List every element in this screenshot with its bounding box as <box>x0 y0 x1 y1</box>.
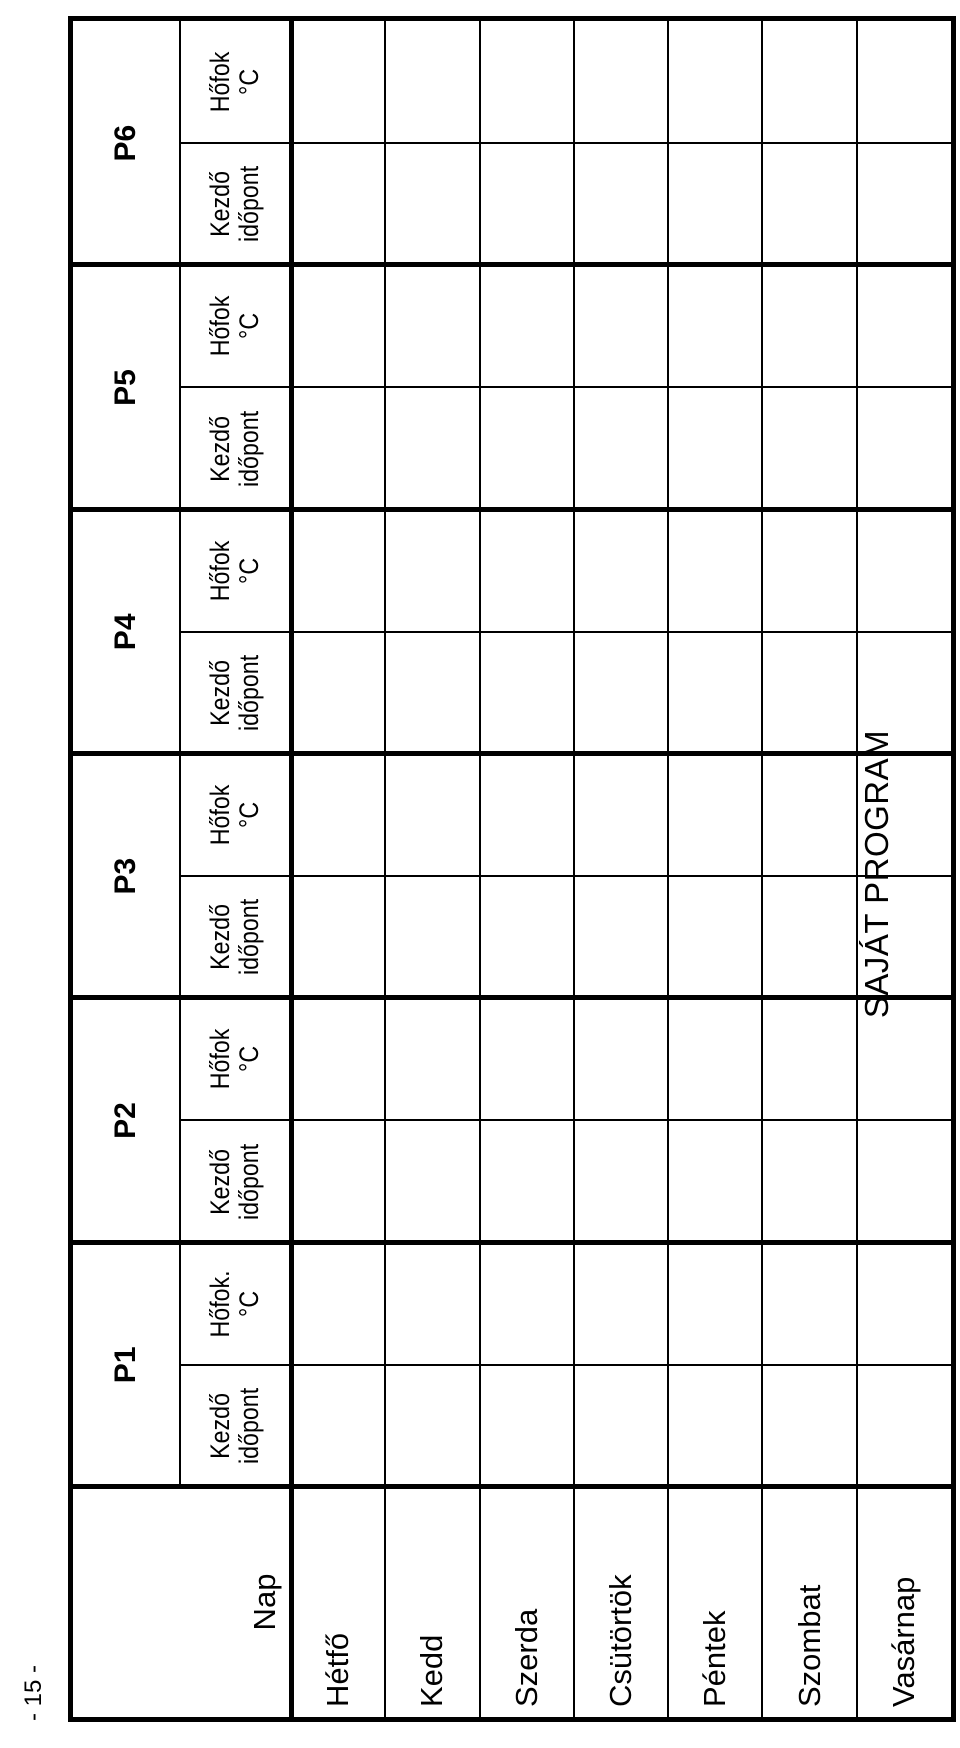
temperature-header-p1-text: Hőfok. °C <box>204 1270 264 1338</box>
table-rule <box>761 21 763 1717</box>
table-rule <box>73 995 951 1000</box>
temperature-header-p6 <box>179 30 291 135</box>
day-row-label-text: Szombat <box>791 1584 827 1707</box>
start-time-header-p1 <box>179 1373 291 1478</box>
temperature-header-p3-text: Hőfok °C <box>204 784 264 846</box>
temperature-header-p5-text: Hőfok °C <box>204 296 264 357</box>
program-header-p1 <box>73 1243 179 1487</box>
corner-label-nap-text: Nap <box>247 1573 282 1631</box>
table-rule <box>179 875 951 877</box>
start-time-header-p5-text: Kezdő időpont <box>204 410 264 487</box>
table-rule <box>73 507 951 512</box>
temperature-header-p2 <box>179 1007 291 1112</box>
start-time-header-p1-text: Kezdő időpont <box>204 1387 264 1465</box>
day-row-label-text: Vasárnap <box>885 1576 921 1707</box>
table-rule <box>573 21 575 1717</box>
temperature-header-p3 <box>179 763 291 868</box>
table-rule <box>73 751 951 756</box>
program-header-p6 <box>73 21 179 265</box>
table-rule <box>73 1484 951 1489</box>
temperature-header-p2-text: Hőfok °C <box>204 1029 264 1090</box>
temperature-header-p5 <box>179 274 291 379</box>
temperature-header-p4-text: Hőfok °C <box>204 540 264 602</box>
table-rule <box>179 1364 951 1366</box>
day-row-label <box>385 1487 479 1717</box>
program-header-p2-text: P2 <box>109 1102 142 1139</box>
program-header-p1-text: P1 <box>109 1346 142 1384</box>
table-rule <box>179 631 951 633</box>
program-header-p6-text: P6 <box>109 124 142 162</box>
temperature-header-p1 <box>179 1251 291 1356</box>
table-rule <box>73 1240 951 1245</box>
day-row-label <box>668 1487 762 1717</box>
day-row-label <box>291 1487 385 1717</box>
program-header-p5-text: P5 <box>109 369 142 406</box>
temperature-header-p4 <box>179 518 291 623</box>
table-rule <box>667 21 669 1717</box>
day-row-label-text: Szerda <box>508 1608 544 1707</box>
page-number: - 15 - <box>20 1665 47 1722</box>
program-header-p4-text: P4 <box>109 613 142 651</box>
page-title: SAJÁT PROGRAM <box>858 729 895 1019</box>
day-row-label <box>574 1487 668 1717</box>
start-time-header-p3-text: Kezdő időpont <box>204 899 264 976</box>
program-table <box>68 16 956 1722</box>
temperature-header-p6-text: Hőfok °C <box>204 51 264 113</box>
program-header-p3-text: P3 <box>109 857 142 895</box>
start-time-header-p6-text: Kezdő időpont <box>204 166 264 243</box>
start-time-header-p5 <box>179 396 291 501</box>
day-row-label-text: Csütörtök <box>602 1574 638 1707</box>
start-time-header-p2 <box>179 1129 291 1234</box>
start-time-header-p2-text: Kezdő időpont <box>204 1143 264 1220</box>
table-rule <box>179 387 951 389</box>
day-row-label-text: Kedd <box>414 1634 450 1707</box>
day-row-label <box>762 1487 856 1717</box>
program-header-p4 <box>73 510 179 754</box>
table-rule <box>73 262 951 267</box>
day-row-label <box>480 1487 574 1717</box>
program-header-p2 <box>73 998 179 1242</box>
day-row-label-text: Péntek <box>697 1610 733 1707</box>
table-rule <box>179 1120 951 1122</box>
program-header-p3 <box>73 754 179 998</box>
corner-label-nap <box>73 1487 291 1717</box>
table-rule <box>479 21 481 1717</box>
start-time-header-p4 <box>179 640 291 745</box>
start-time-header-p6 <box>179 152 291 257</box>
start-time-header-p3 <box>179 885 291 990</box>
table-rule <box>179 142 951 144</box>
table-rule <box>384 21 386 1717</box>
day-row-label-text: Hétfő <box>320 1632 356 1707</box>
table-rule <box>289 21 294 1717</box>
start-time-header-p4-text: Kezdő időpont <box>204 654 264 732</box>
program-header-p5 <box>73 265 179 509</box>
